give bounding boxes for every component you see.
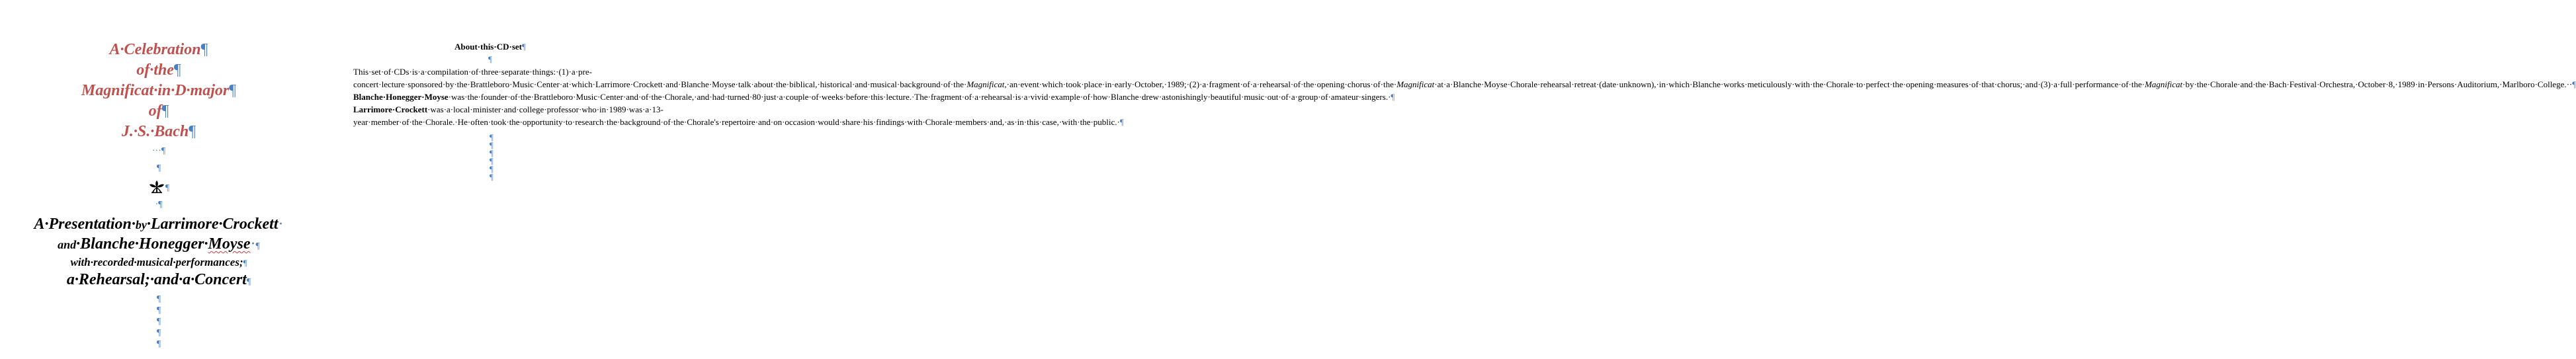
pilcrow-mark: ¶ [2572,79,2576,89]
presentation-line-1: A·Presentation·by·Larrimore·Crockett· [34,216,284,233]
text-run: ·at·a·Blanche·Moyse·Chorale·rehearsal·retreat·(date·unknown),·in·which·Blanche·works·meticulously·with·the·Chorale·to·perfect·the·opening·measures·of·that·chorus;·and·(3)·a·full·performance·of·the· [1434,79,2145,89]
text-run: Larrimore·Crockett [353,104,428,114]
text-run: Magnificat [1396,79,1435,89]
text-run: ·was·a·local·minister·and·college·professor·who·in·1989·was·a·13-year·member·of·the·Chorale.·He·often·took·the·opportunity·to·research·the·background·of·the·Chorale's·repertoire·and·on·occasion·would·share·his·findings·with·Chorale·members·and,·as·in·this·case,·with·the·public.· [353,104,1120,127]
dot-paragraph: ·¶ [155,200,163,210]
text-run: Blanche·Honegger·Moyse [353,92,449,102]
ornament-paragraph: ¶ [13,175,304,198]
trailing-empty-paragraphs: ¶ ¶ ¶ ¶ ¶ [156,294,161,349]
pilcrow-mark: ¶ [1391,92,1395,102]
presentation-line-4: a·Rehearsal;·and·a·Concert¶ [66,271,251,288]
ellipsis-paragraph: ···¶ [151,146,166,156]
title-line-5: J.·S.·Bach¶ [121,123,196,140]
presentation-line-3: with·recorded·musical·performances;¶ [70,256,247,268]
text-run: Magnificat [966,79,1005,89]
text-run: This·set·of·CDs·is·a·compilation·of·three·separate·things:·(1)·a·pre-concert·lecture·sponsored·by·the·Brattleboro·Music·Center·at·which·Larrimore·Crockett·and·Blanche·Moyse·talk·about·the·biblical,·historical·and·musical·background·of·the· [353,67,967,89]
text-run: ·by·the·Chorale·and·the·Bach·Festival·Orchestra,·October·8,·1989·in·Persons·Auditorium,·Marlboro·College.·· [2182,79,2573,89]
flower-ornament-icon [148,179,165,194]
text-run: Magnificat [2145,79,2183,89]
title-line-2: of·the¶ [136,61,181,79]
text-run: ·was·the·founder·of·the·Brattleboro·Music·Center·and·of·the·Chorale,·and·had·turned·80·just·a·couple·of·weeks·before·this·lecture.·The·fragment·of·a·rehearsal·is·a·vivid·example·of·how·Blanche·drew·astonishingly·beautiful·music·out·of·a·group·of·amateur·singers.· [448,92,1391,102]
title-line-4: of¶ [148,102,169,120]
trailing-empty-paragraphs: ¶ ¶ ¶ ¶ ¶ ¶ [490,132,494,182]
about-heading: About·this·CD·set¶ [454,42,526,52]
title-line-1: A·Celebration¶ [109,41,208,58]
presentation-line-2: and·Blanche·Honegger·Moyse·¶ [58,235,260,253]
left-page [13,40,304,350]
crockett-paragraph [353,103,1124,128]
empty-paragraph: ¶ [156,163,161,173]
right-page [353,40,2576,182]
moyse-paragraph [353,91,1395,103]
empty-paragraph: ¶ [488,54,492,64]
title-line-3: Magnificat·in·D·major¶ [81,82,237,99]
text-run: ,·an·event·which·took·place·in·early·October,·1989;·(2)·a·fragment·of·a·rehearsal·of·the·opening·chorus·of·the· [1004,79,1397,89]
pilcrow-mark: ¶ [1119,117,1124,127]
intro-paragraph [353,65,2576,91]
